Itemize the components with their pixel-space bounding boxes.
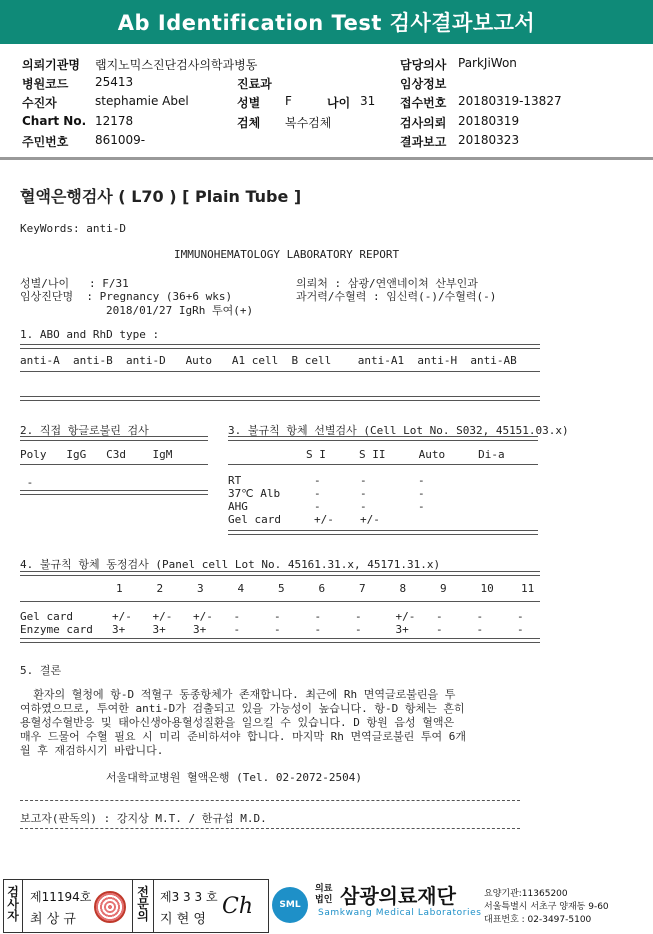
section-divider [0, 157, 653, 160]
panel-cell: 3+ [152, 623, 166, 636]
tester-vlabel: 검 사 자 [7, 885, 19, 923]
info-label: 수진자 [22, 96, 57, 110]
panel-cell: - [476, 623, 484, 636]
panel-cell: - [517, 610, 524, 623]
double-rule [228, 530, 538, 535]
panel-col-header: 4 [237, 582, 245, 595]
info-label: 성별 [237, 96, 261, 110]
corp-english: Samkwang Medical Laboratories [318, 908, 482, 918]
requester: 의뢰처 : 삼광/연앤네이쳐 산부인과 [296, 277, 478, 290]
info-value: 25413 [95, 75, 134, 89]
screen-header: S I S II Auto Di-a [306, 448, 505, 461]
screen-cell: - [418, 474, 425, 487]
dat-value: - [20, 476, 34, 489]
panel-cell: - [355, 623, 362, 636]
panel-cell: - [274, 610, 281, 623]
reporter: 보고자(판독의) : 강지상 M.T. / 한규섭 M.D. [20, 812, 267, 825]
patient-info [0, 44, 653, 156]
conclusion-line: 매우 드물어 수혈 필요 시 미리 준비하셔야 합니다. 마지막 Rh 면역글로불린 투여 6개 [20, 730, 466, 743]
keywords: KeyWords: anti-D [20, 222, 126, 235]
tester-name: 최 상 규 [30, 912, 76, 927]
dat-header: Poly IgG C3d IgM [20, 448, 173, 461]
info-label: 접수번호 [400, 96, 447, 110]
section-5-title: 5. 결론 [20, 664, 62, 677]
screen-cell: - [360, 487, 367, 500]
double-rule [20, 396, 540, 401]
panel-col-header: 3 [197, 582, 204, 595]
screen-row-label: Gel card [228, 513, 281, 526]
panel-cell: 3+ [395, 623, 409, 636]
panel-cell: +/- [193, 610, 213, 623]
doctor-name: 지 현 영 [160, 912, 206, 927]
panel-cell: +/- [152, 610, 173, 623]
double-rule [20, 571, 540, 576]
screen-row-label: AHG [228, 500, 248, 513]
rule [20, 371, 540, 372]
screen-cell: +/- [314, 513, 334, 526]
footer [0, 878, 653, 934]
panel-col-header: 8 [399, 582, 407, 595]
panel-cell: - [436, 623, 443, 636]
report-title: Ab Identification Test 검사결과보고서 [0, 0, 653, 44]
info-value: 12178 [95, 114, 134, 128]
panel-col-header: 1 [116, 582, 123, 595]
screen-cell: - [314, 487, 321, 500]
info-value: stephamie Abel [95, 94, 189, 108]
panel-cell: - [274, 623, 281, 636]
screen-cell: - [360, 474, 367, 487]
panel-cell: - [233, 623, 241, 636]
tester-license: 제11194호 [30, 890, 92, 904]
rule [20, 800, 520, 801]
screen-cell: - [360, 500, 367, 513]
panel-cell: - [314, 623, 322, 636]
conclusion-line: 여하였으므로, 투여한 anti-D가 검출되고 있을 가능성이 높습니다. 항-D 항체는 흔히 [20, 702, 465, 715]
hospital-line: 서울대학교병원 혈액은행 (Tel. 02-2072-2504) [106, 771, 362, 784]
panel-col-header: 7 [359, 582, 366, 595]
panel-cell: +/- [112, 610, 132, 623]
panel-cell: - [233, 610, 241, 623]
corp-name: 삼광의료재단 [340, 884, 456, 908]
info-value: 20180323 [458, 133, 520, 147]
panel-cell: +/- [395, 610, 416, 623]
screen-cell: - [418, 487, 425, 500]
info-value: ParkJiWon [458, 56, 517, 70]
panel-cell: - [314, 610, 322, 623]
conclusion-line: 용혈성수혈반응 및 태아신생아용혈성질환을 일으킬 수 있습니다. D 항원 음성 혈액은 [20, 716, 455, 729]
double-rule [20, 638, 540, 643]
abo-header: anti-A anti-B anti-D Auto A1 cell B cell anti-A1 anti-H anti-AB [20, 354, 517, 367]
seal-stamp-icon [94, 891, 126, 923]
info-label: 임상정보 [400, 77, 447, 91]
panel-cell: - [355, 610, 362, 623]
panel-col-header: 9 [440, 582, 447, 595]
screen-cell: - [314, 474, 321, 487]
report-body [6, 168, 646, 868]
panel-col-header: 10 [480, 582, 494, 595]
corp-type: 의료 법인 [315, 884, 333, 905]
screen-cell: - [418, 500, 425, 513]
double-rule [20, 344, 540, 349]
info-value: 20180319-13827 [458, 94, 562, 108]
info-value: 20180319 [458, 114, 520, 128]
double-rule [228, 436, 538, 441]
rule [228, 464, 538, 465]
panel-row-label: Enzyme card [20, 623, 93, 636]
screen-row-label: 37℃ Alb [228, 487, 281, 500]
screen-cell: +/- [360, 513, 380, 526]
info-label: 진료과 [237, 77, 272, 91]
info-label: 병원코드 [22, 77, 69, 91]
doctor-vlabel: 전 문 의 [137, 885, 149, 923]
lab-title: IMMUNOHEMATOLOGY LABORATORY REPORT [174, 248, 400, 261]
rule [20, 464, 208, 465]
doctor-license: 제3 3 3 호 [160, 890, 218, 904]
diagnosis: 임상진단명 : Pregnancy (36+6 wks) [20, 290, 233, 303]
conclusion-line: 월 후 재검하시기 바랍니다. [20, 744, 164, 757]
age-label: 나이 [327, 96, 351, 110]
rule [20, 601, 540, 602]
panel-cell: - [476, 610, 484, 623]
section-4-title: 4. 불규칙 항체 동정검사 (Panel cell Lot No. 45161.31.x, 45171.31.x) [20, 558, 441, 571]
screen-cell: - [314, 500, 321, 513]
signature: Ch [222, 894, 254, 919]
panel-col-header: 5 [278, 582, 285, 595]
address: 서울특별시 서초구 양재동 9-60 [484, 902, 609, 912]
sex-age: 성별/나이 : F/31 [20, 277, 129, 290]
section-3-title: 3. 불규칙 항체 선별검사 (Cell Lot No. S032, 45151.03.x) [228, 424, 569, 437]
panel-row-label: Gel card [20, 610, 73, 623]
info-label: Chart No. [22, 114, 87, 128]
info-label: 의뢰기관명 [22, 58, 80, 72]
panel-cell: - [436, 610, 443, 623]
screen-row-label: RT [228, 474, 242, 487]
double-rule [20, 436, 208, 441]
panel-cell: 3+ [193, 623, 207, 636]
diagnosis-note: 2018/01/27 IgRh 투여(+) [106, 304, 254, 317]
panel-col-header: 2 [156, 582, 164, 595]
sml-logo-icon: SML [272, 887, 308, 923]
info-value: 랩지노믹스진단검사의학과병동 [95, 58, 258, 72]
info-value: 861009- [95, 133, 146, 147]
info-value: F [285, 94, 292, 108]
info-label: 검체 [237, 116, 261, 130]
info-label: 주민번호 [22, 135, 69, 149]
history: 과거력/수혈력 : 임신력(-)/수혈력(-) [296, 290, 497, 303]
info-label: 결과보고 [400, 135, 447, 149]
double-rule [20, 490, 208, 495]
panel-col-header: 6 [318, 582, 326, 595]
panel-cell: 3+ [112, 623, 126, 636]
section-2-title: 2. 직접 항글로불린 검사 [20, 424, 149, 437]
age-value: 31 [360, 94, 376, 108]
section-1-title: 1. ABO and RhD type : [20, 328, 160, 341]
panel-col-header: 11 [521, 582, 535, 595]
rule [20, 828, 520, 829]
info-value: 복수검체 [285, 116, 332, 130]
panel-cell: - [517, 623, 524, 636]
report-heading: 혈액은행검사 ( L70 ) [ Plain Tube ] [20, 187, 302, 206]
info-label: 검사의뢰 [400, 116, 447, 130]
info-label: 담당의사 [400, 58, 447, 72]
phone: 대표번호 : 02-3497-5100 [484, 915, 592, 925]
institution-code: 요양기관:11365200 [484, 889, 568, 899]
conclusion-line: 환자의 혈청에 항-D 적혈구 동종항체가 존재합니다. 최근에 Rh 면역글로불린을 투 [20, 688, 456, 701]
